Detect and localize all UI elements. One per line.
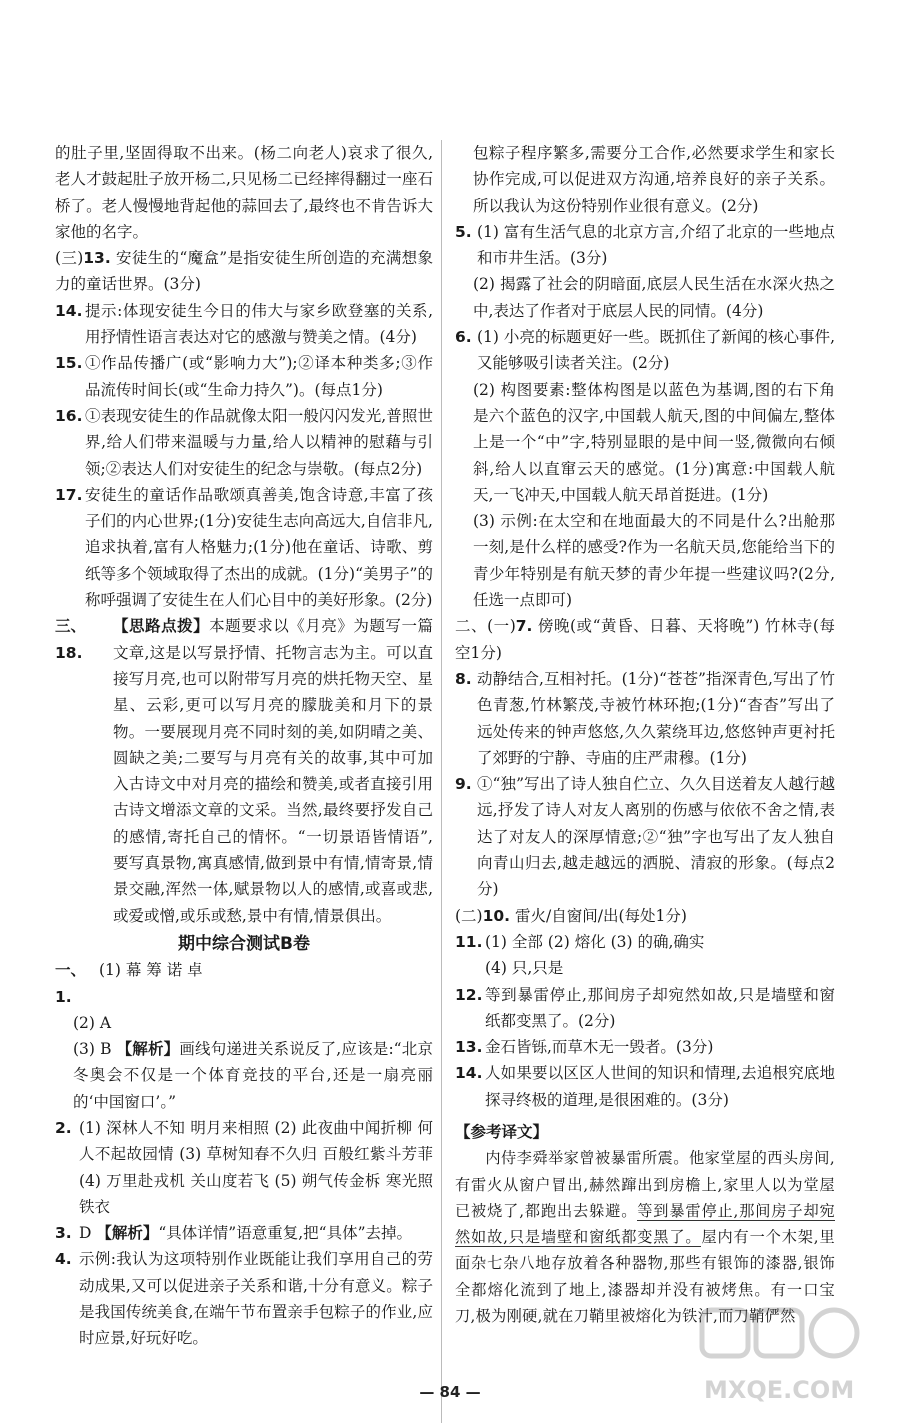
answer-6	[455, 324, 835, 377]
question-number: 17.	[55, 485, 83, 504]
section-label: (二)	[455, 906, 483, 925]
answer-14-b	[455, 1060, 835, 1113]
section-label: 三、	[55, 617, 87, 636]
column-divider	[441, 140, 442, 1423]
intro-paragraph: 的肚子里,坚固得取不出来。(杨二向老人)哀求了很久,老人才鼓起肚子放开杨二,只见杨二已经摔得翻过一座石桥了。老人慢慢地背起他的蒜回去了,最终也不肯告诉大家他的名字。	[55, 144, 433, 241]
answer-text: ①作品传播广(或“影响力大”);②译本种类多;③作品流传时间长(或“生命力持久”)。(每点1分)	[85, 354, 433, 399]
answer-15	[55, 350, 433, 403]
answer-6-part-3: (3) 示例:在太空和在地面最大的不同是什么?出舱那一刻,是什么样的感受?作为一名航天员,您能给当下的青少年特别是有航天梦的青少年提一些建议吗?(2分,任选一点即可)	[473, 512, 835, 610]
answer-10	[455, 903, 835, 929]
question-number: 11.	[455, 932, 483, 951]
section-label: 二、(一)	[455, 617, 516, 636]
answer-text: ①表现安徒生的作品就像太阳一般闪闪发光,普照世界,给人们带来温暖与力量,给人以精神的慰藉与引领;②表达人们对安徒生的纪念与崇敬。(每点2分)	[85, 406, 433, 478]
question-number: 9.	[455, 775, 472, 794]
answer-text: (1) 全部 (2) 熔化 (3) 的确,确实	[485, 932, 705, 951]
question-number: 6.	[455, 328, 472, 347]
hint-tag: 【思路点拨】	[113, 617, 210, 636]
answer-4	[55, 1246, 433, 1351]
question-number: 10.	[482, 906, 511, 925]
answer-11	[455, 929, 835, 955]
answer-text: 安徒生的“魔盒”是指安徒生所创造的充满想象力的童话世界。(3分)	[55, 249, 433, 294]
question-number: 16.	[55, 406, 83, 425]
answer-12	[455, 982, 835, 1035]
answer-1	[55, 957, 433, 1010]
answer-text: “具体详情”语意重复,把“具体”去掉。	[158, 1224, 412, 1243]
analysis-tag: 【解析】	[116, 1040, 180, 1059]
right-column	[455, 140, 835, 1329]
answer-7	[455, 613, 835, 666]
question-number: 13.	[455, 1038, 483, 1057]
answer-text: 等到暴雷停止,那间房子却宛然如故,只是墙壁和窗纸都变黑了。(2分)	[485, 985, 835, 1030]
answer-9	[455, 771, 835, 902]
answer-8	[455, 666, 835, 771]
section-label: (三)	[55, 249, 84, 268]
analysis-tag: 【解析】	[96, 1224, 159, 1243]
answer-16	[55, 403, 433, 482]
answer-text: 傍晚(或“黄昏、日暮、天将晚”) 竹林寺(每空1分)	[455, 617, 835, 662]
answer-text: 提示:体现安徒生今日的伟大与家乡欧登塞的关系,用抒情性语言表达对它的感激与赞美之情。(4分)	[85, 301, 433, 347]
answer-text: (1) 幕 筹 诺 卓	[99, 961, 203, 980]
question-number: 2.	[55, 1118, 72, 1137]
answer-text: ①“独”写出了诗人独自伫立、久久目送着友人越行越远,抒发了诗人对友人离别的伤感与依依不舍之情,表达了对友人的深厚情意;②“独”字也写出了友人独自向青山归去,越走越远的洒脱、清寂的形象。(每点2分)	[477, 775, 835, 899]
answer-4-continued: 包粽子程序繁多,需要分工合作,必然要求学生和家长协作完成,可以促进双方沟通,培养良好的亲子关系。所以我认为这份特别作业很有意义。(2分)	[473, 144, 835, 215]
answer-text: 动静结合,互相衬托。(1分)“苍苍”指深青色,写出了竹色青葱,竹林繁茂,寺被竹林环抱;(1分)“杳杳”写出了远处传来的钟声悠悠,久久萦绕耳边,悠悠钟声更衬托了郊野的宁静、寺庙的庄严肃穆。(1分)	[477, 669, 835, 767]
question-number: 12.	[455, 985, 483, 1004]
underlined-sentence: 等到暴雷停止,那间房子却宛然如故,只是墙壁和窗纸都变黑了。	[455, 1201, 835, 1247]
watermark-logo-icon	[696, 1304, 886, 1414]
reference-translation-tag: 【参考译文】	[455, 1122, 549, 1141]
answer-3: 3. D 【解析】“具体详情”语意重复,把“具体”去掉。	[55, 1220, 433, 1246]
question-number: 4.	[55, 1250, 72, 1269]
answer-6-part-2: (2) 构图要素:整体构图是以蓝色为基调,图的右下角是六个蓝色的汉字,中国载人航天,图的中间偏左,整体上是一个“中”字,特别显眼的是中间一竖,微微向右倾斜,给人以直窜云天的感觉。(1分)寓意:中国载人航天,一飞冲天,中国载人航天昂首挺进。(1分)	[473, 380, 835, 504]
answer-17	[55, 482, 433, 613]
answer-2	[55, 1115, 433, 1220]
answer-5-part-2: (2) 揭露了社会的阴暗面,底层人民生活在水深火热之中,表达了作者对于底层人民的同情。(4分)	[473, 275, 835, 320]
question-number: 3.	[55, 1224, 72, 1243]
question-number: 1.	[55, 987, 72, 1006]
answer-text: 金石皆铄,而草木无一毁者。(3分)	[485, 1038, 714, 1057]
question-number: 18.	[55, 643, 83, 662]
section-heading: 期中综合测试B卷	[178, 933, 310, 954]
section-label: 一、	[55, 961, 87, 980]
question-number: 15.	[55, 354, 83, 373]
question-number: 14.	[55, 301, 83, 320]
page-number: — 84 —	[419, 1383, 481, 1401]
answer-text: 本题要求以《月亮》为题写一篇文章,这是以写景抒情、托物言志为主。可以直接写月亮,也可以附带写月亮的烘托物天空、星星、云彩,更可以写月亮的朦胧美和月下的景物。一要展现月亮不同时刻的美,如阴晴之美、圆缺之美;二要写与月亮有关的故事,其中可加入古诗文中对月亮的描绘和赞美,或者直接引用古诗文增添文章的文采。当然,最终要抒发自己的感情,寄托自己的情怀。“一切景语皆情语”,要写真景物,寓真感情,做到景中有情,情寄景,情景交融,浑然一体,赋景物以人的感情,或喜或悲,或爱或憎,或乐或愁,景中有情,情景俱出。	[113, 617, 433, 925]
watermark-text: MXQE.COM	[704, 1376, 855, 1404]
answer-text: (1) 深林人不知 明月来相照 (2) 此夜曲中闻折柳 何人不起故园情 (3) 草树知春不久归 百般红紫斗芳菲 (4) 万里赴戎机 关山度若飞 (5) 朔气传金柝 寒光照铁衣	[79, 1118, 433, 1216]
question-number: 13.	[83, 249, 111, 268]
answer-text: (1) 富有生活气息的北京方言,介绍了北京的一些地点和市井生活。(3分)	[477, 222, 835, 268]
question-number: 14.	[455, 1064, 483, 1083]
answer-text: (1) 小亮的标题更好一些。既抓住了新闻的核心事件,又能够吸引读者关注。(2分)	[477, 328, 835, 373]
answer-1-part-2: (2) A	[73, 1013, 112, 1032]
question-number: 8.	[455, 669, 472, 688]
left-column	[55, 140, 433, 1352]
question-number: 5.	[455, 222, 472, 241]
answer-14	[55, 298, 433, 351]
answer-text: 安徒生的童话作品歌颂真善美,饱含诗意,丰富了孩子们的内心世界;(1分)安徒生志向高远大,自信非凡,追求执着,富有人格魅力;(1分)他在童话、诗歌、剪纸等多个领域取得了杰出的成就。(1分)“美男子”的称呼强调了安徒生在人们心目中的美好形象。(2分)	[85, 485, 433, 610]
answer-text: 人如果要以区区人世间的知识和情理,去追根究底地探寻终极的道理,是很困难的。(3分)	[485, 1064, 835, 1109]
answer-18	[55, 613, 433, 929]
answer-5	[455, 219, 835, 272]
answer-13-b	[455, 1034, 835, 1060]
answer-13	[55, 245, 433, 298]
answer-11-part-4: (4) 只,只是	[485, 959, 564, 978]
reference-translation: 内侍李舜举家曾被暴雷所震。他家堂屋的西头房间,有雷火从窗户冒出,赫然蹿出到房檐上,家里人以为堂屋已被烧了,都跑出去躲避。等到暴雷停止,那间房子却宛然如故,只是墙壁和窗纸都变黑了。屋内有一个木架,里面杂七杂八地存放着各种器物,那些有银饰的漆器,银饰全都熔化流到了地上,漆器却并没有被烤焦。有一口宝刀,极为刚硬,就在刀鞘里被熔化为铁汁,而刀鞘俨然	[455, 1149, 835, 1326]
answer-text: 示例:我认为这项特别作业既能让我们享用自己的劳动成果,又可以促进亲子关系和谐,十分有意义。粽子是我国传统美食,在端午节布置亲手包粽子的作业,应时应景,好玩好吃。	[79, 1250, 433, 1348]
answer-text: 雷火/自窗间/出(每处1分)	[515, 906, 687, 925]
answer-1-part-3: (3) B 【解析】画线句递进关系说反了,应该是:“北京冬奥会不仅是一个体育竞技的平台,还是一扇亮丽的‘中国窗口’。”	[73, 1040, 433, 1111]
question-number: 7.	[515, 617, 533, 636]
